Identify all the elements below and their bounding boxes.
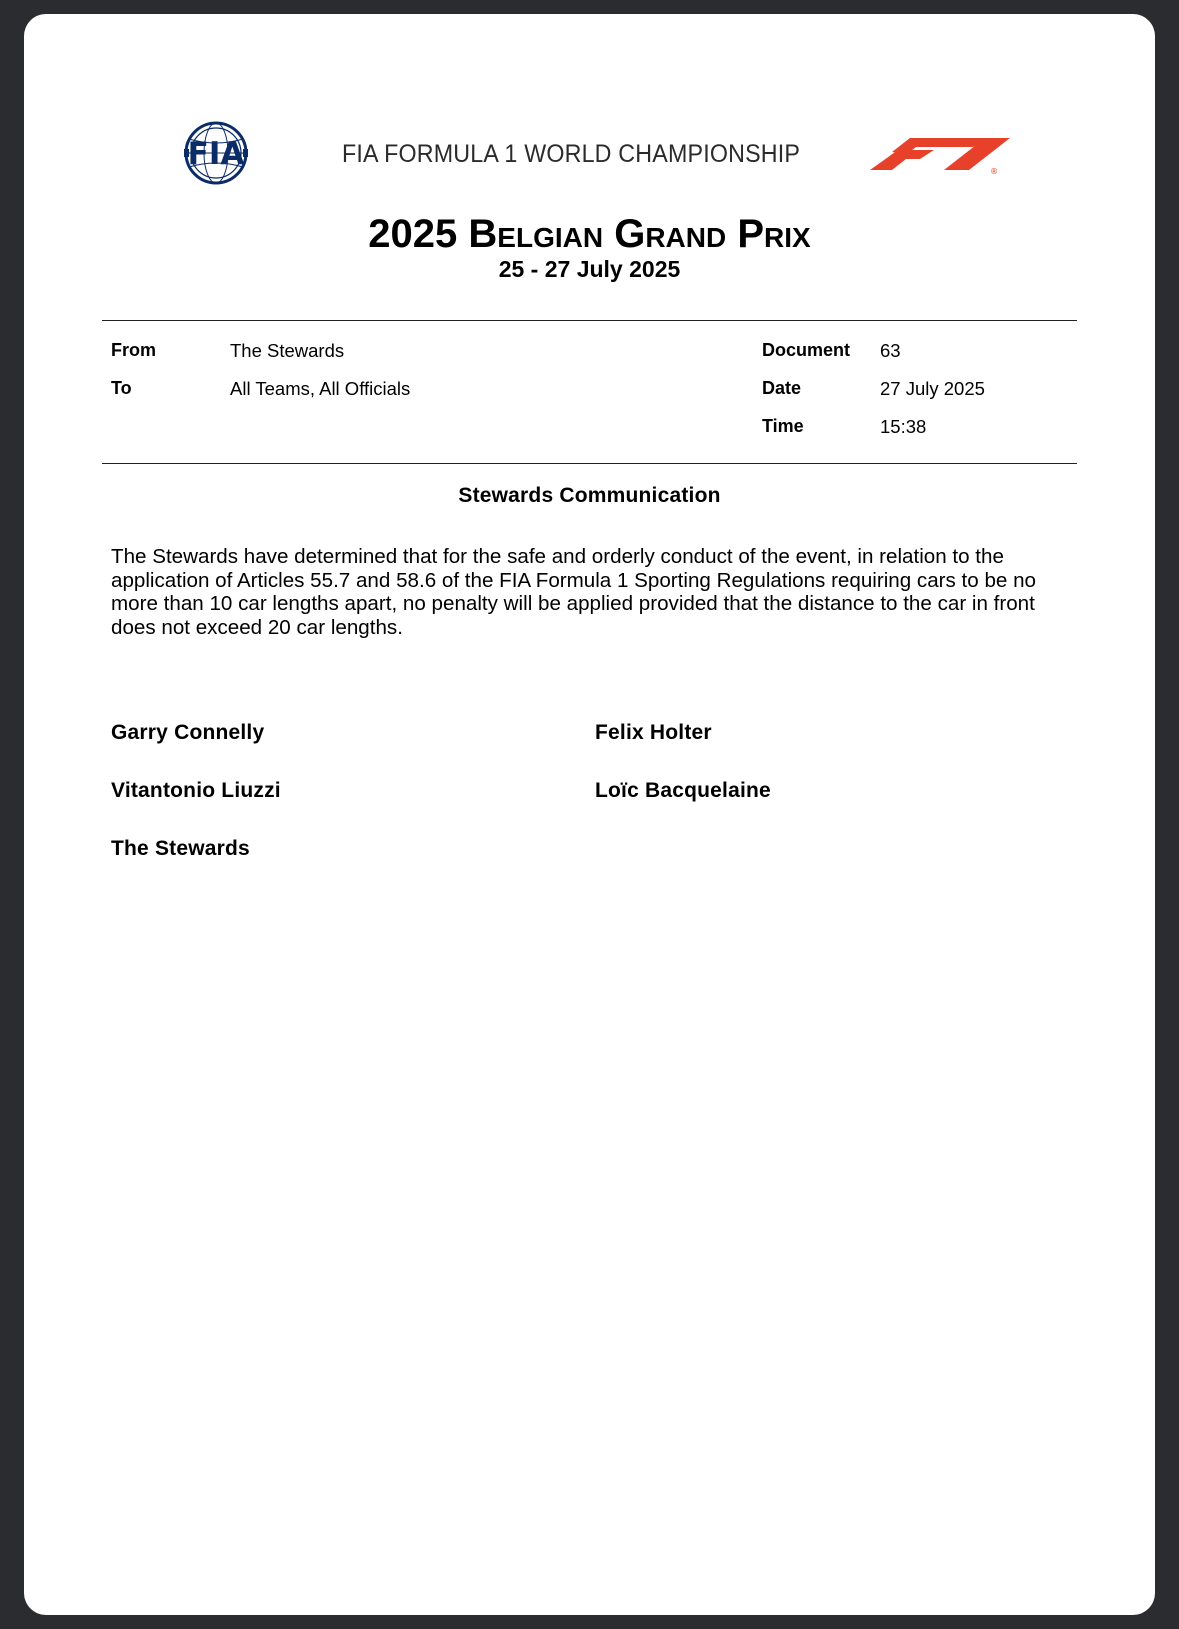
from-label: From xyxy=(111,340,156,360)
signatory-name: Loïc Bacquelaine xyxy=(595,779,771,802)
svg-text:®: ® xyxy=(990,167,998,174)
divider-bottom xyxy=(102,463,1077,464)
signatory-name: Felix Holter xyxy=(595,721,712,744)
document-value: 63 xyxy=(880,340,901,361)
time-label: Time xyxy=(762,416,804,436)
svg-text:FIA: FIA xyxy=(187,136,245,172)
championship-title: FIA FORMULA 1 WORLD CHAMPIONSHIP xyxy=(342,140,801,168)
stewards-closing: The Stewards xyxy=(111,837,250,860)
from-value: The Stewards xyxy=(230,340,345,361)
time-value: 15:38 xyxy=(880,416,927,437)
communication-title: Stewards Communication xyxy=(458,484,721,507)
document-page xyxy=(24,14,1155,1615)
date-label: Date xyxy=(762,378,802,398)
document-label: Document xyxy=(762,340,851,360)
f1-logo xyxy=(870,134,1010,174)
event-dates: 25 - 27 July 2025 xyxy=(498,256,681,282)
fia-logo xyxy=(169,119,263,187)
date-value: 27 July 2025 xyxy=(880,378,985,399)
signatory-name: Garry Connelly xyxy=(111,721,265,744)
event-title: 2025 Belgian Grand Prix xyxy=(368,212,811,256)
divider-top xyxy=(102,320,1077,321)
signatory-name: Vitantonio Liuzzi xyxy=(111,779,281,802)
communication-body: The Stewards have determined that for the safe and orderly conduct of the event, in relation to the application of Articles 55.7 and 58.6 of the FIA Formula 1 Sporting Regulations requiring cars to be no more than 10 car lengths apart, no penalty will be applied provided that the distance to the car in front does not exceed 20 car lengths. xyxy=(111,545,1036,639)
to-value: All Teams, All Officials xyxy=(230,378,411,399)
to-label: To xyxy=(111,378,132,398)
